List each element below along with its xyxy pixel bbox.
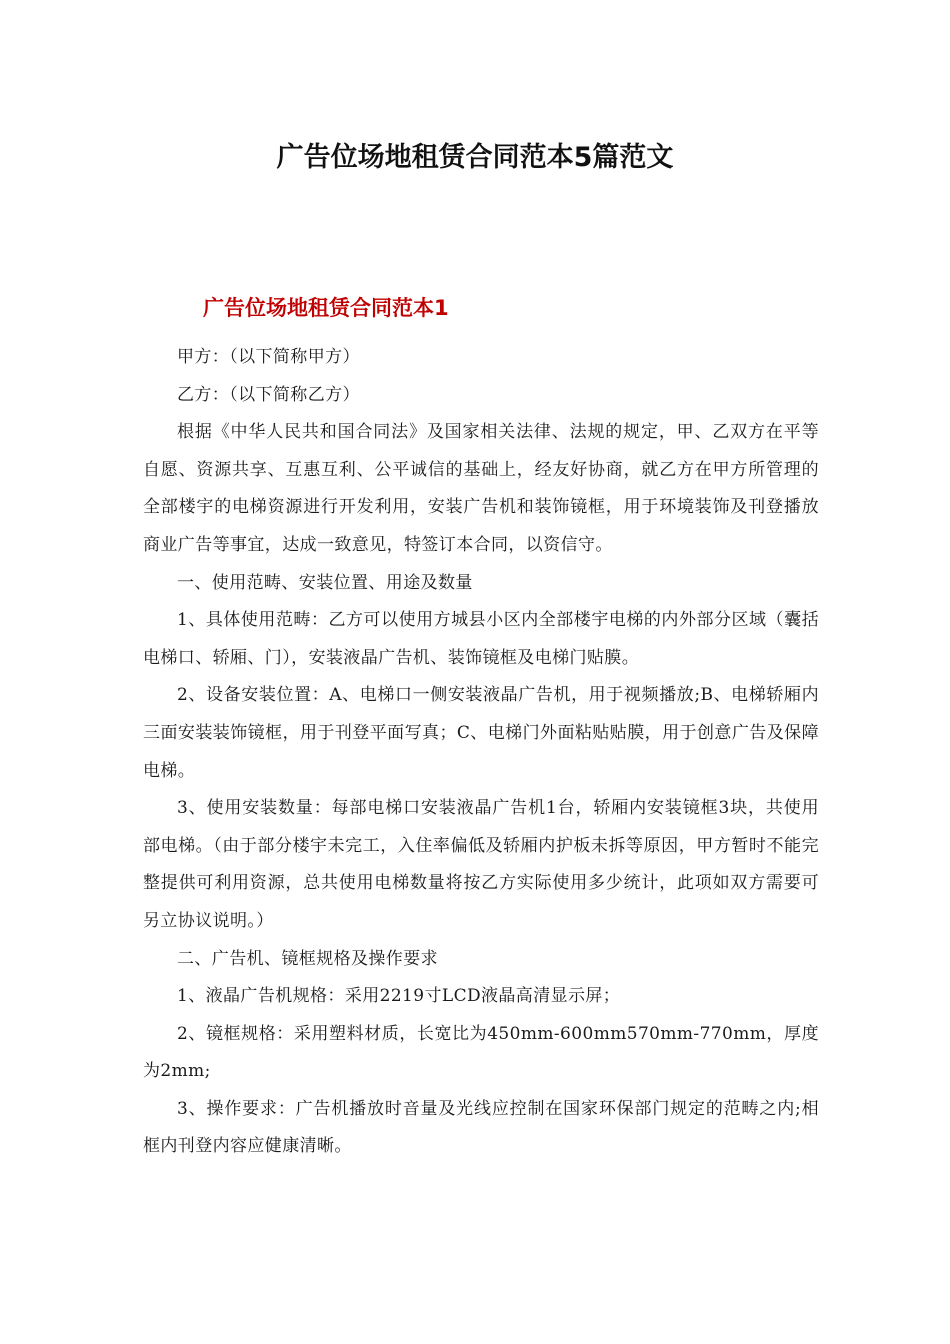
paragraph-party-b: 乙方：（以下简称乙方） [177,384,360,405]
paragraph-heading-2: 二、广告机、镜框规格及操作要求 [177,948,438,969]
paragraph-clause-2-2: 2、镜框规格：采用塑料材质，长宽比为450mm-600mm570mm-770mm，厚度为2mm; [143,1023,819,1082]
paragraph-party-a: 甲方：（以下简称甲方） [177,347,360,367]
section-title: 广告位场地租赁合同范本1 [203,296,449,320]
paragraph-clause-2-1: 1、液晶广告机规格：采用2219寸LCD液晶高清显示屏； [177,986,621,1007]
paragraph-clause-1-1: 1、具体使用范畴：乙方可以使用方城县小区内全部楼宇电梯的内外部分区域（囊括电梯口、轿厢、门），安装液晶广告机、装饰镜框及电梯门贴膜。 [143,610,819,668]
paragraph-clause-1-3: 3、使用安装数量：每部电梯口安装液晶广告机1台，轿厢内安装镜框3块，共使用部电梯。（由于部分楼宇未完工，入住率偏低及轿厢内护板未拆等原因，甲方暂时不能完整提供可利用资源，总共使用电梯数量将按乙方实际使用多少统计，此项如双方需要可另立协议说明。） [143,798,819,931]
paragraph-heading-1: 一、使用范畴、安装位置、用途及数量 [177,572,473,593]
paragraph-clause-2-3: 3、操作要求：广告机播放时音量及光线应控制在国家环保部门规定的范畴之内;相框内刊登内容应健康清晰。 [143,1098,819,1157]
paragraph-preamble: 根据《中华人民共和国合同法》及国家相关法律、法规的规定，甲、乙双方在平等自愿、资源共享、互惠互利、公平诚信的基础上，经友好协商，就乙方在甲方所管理的全部楼宇的电梯资源进行开发利用，安装广告机和装饰镜框，用于环境装饰及刊登播放商业广告等事宜，达成一致意见，特签订本合同，以资信守。 [143,422,819,555]
document-body [143,339,819,1166]
document-title: 广告位场地租赁合同范本5篇范文 [276,142,674,173]
paragraph-clause-1-2: 2、设备安装位置：A、电梯口一侧安装液晶广告机，用于视频播放;B、电梯轿厢内三面安装装饰镜框，用于刊登平面写真；C、电梯门外面粘贴贴膜，用于创意广告及保障电梯。 [143,685,819,781]
